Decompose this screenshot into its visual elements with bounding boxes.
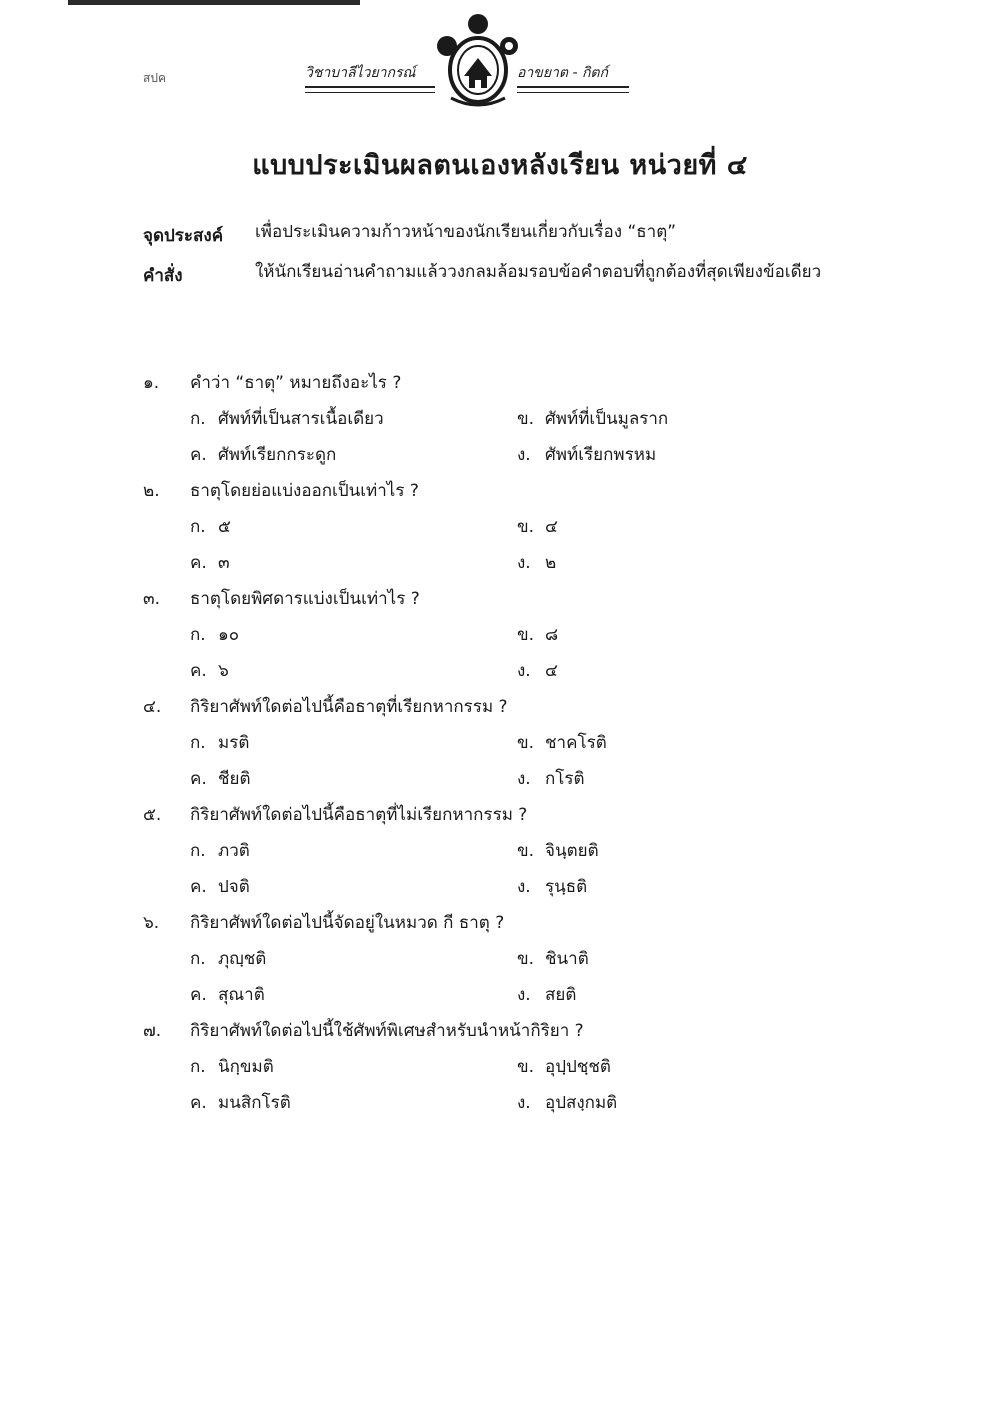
question-text: ธาตุโดยย่อแบ่งออกเป็นเท่าไร ? [190, 481, 419, 501]
option-a[interactable]: ก. ภุญฺชติ [190, 949, 267, 969]
purpose-text: เพื่อประเมินความก้าวหน้าของนักเรียนเกี่ยวกับเรื่อง “ธาตุ” [255, 222, 677, 242]
question-number: ๒. [143, 481, 160, 501]
option-row [143, 938, 843, 974]
option-d[interactable]: ง. สยติ [517, 985, 577, 1005]
page-header [0, 0, 1000, 130]
header-left [305, 62, 435, 93]
option-d[interactable]: ง. ๔ [517, 661, 558, 681]
option-row [143, 974, 843, 1010]
question-7 [143, 1010, 843, 1046]
option-row [143, 542, 843, 578]
question-6 [143, 902, 843, 938]
option-a[interactable]: ก. นิกฺขมติ [190, 1057, 274, 1077]
school-seal-icon [433, 12, 523, 112]
option-b[interactable]: ข. ๔ [517, 517, 558, 537]
option-b[interactable]: ข. จินฺตยติ [517, 841, 599, 861]
option-row [143, 1046, 843, 1082]
option-row [143, 434, 843, 470]
instruction-text: ให้นักเรียนอ่านคำถามแล้ววงกลมล้อมรอบข้อคำตอบที่ถูกต้องที่สุดเพียงข้อเดียว [255, 262, 822, 282]
option-c[interactable]: ค. มนสิกโรติ [190, 1093, 291, 1113]
option-a[interactable]: ก. ๑๐ [190, 625, 240, 645]
option-b[interactable]: ข. อุปฺปชฺชติ [517, 1057, 611, 1077]
header-subject: วิชาบาลีไวยากรณ์ [305, 65, 416, 81]
question-text: กิริยาศัพท์ใดต่อไปนี้ใช้ศัพท์พิเศษสำหรับนำหน้ากิริยา ? [190, 1021, 584, 1041]
option-a[interactable]: ก. ๕ [190, 517, 231, 537]
option-row [143, 758, 843, 794]
header-code: สปค [143, 71, 166, 85]
option-row [143, 398, 843, 434]
page-title: แบบประเมินผลตนเองหลังเรียน หน่วยที่ ๔ [252, 150, 748, 181]
question-text: กิริยาศัพท์ใดต่อไปนี้จัดอยู่ในหมวด กี ธาตุ ? [190, 913, 505, 933]
option-row [143, 722, 843, 758]
option-d[interactable]: ง. อุปสงฺกมติ [517, 1093, 618, 1113]
purpose-label: จุดประสงค์ [143, 226, 224, 246]
question-1 [143, 362, 843, 398]
option-a[interactable]: ก. ศัพท์ที่เป็นสารเนื้อเดียว [190, 409, 384, 429]
question-number: ๔. [143, 697, 162, 717]
question-5 [143, 794, 843, 830]
question-2 [143, 470, 843, 506]
question-number: ๖. [143, 913, 160, 933]
option-b[interactable]: ข. ชินาติ [517, 949, 589, 969]
option-b[interactable]: ข. ชาคโรติ [517, 733, 607, 753]
option-c[interactable]: ค. ศัพท์เรียกกระดูก [190, 445, 337, 465]
option-c[interactable]: ค. ๖ [190, 661, 229, 681]
option-row [143, 830, 843, 866]
option-b[interactable]: ข. ศัพท์ที่เป็นมูลราก [517, 409, 669, 429]
option-a[interactable]: ก. มรติ [190, 733, 250, 753]
option-a[interactable]: ก. ภวติ [190, 841, 250, 861]
question-text: คำว่า “ธาตุ” หมายถึงอะไร ? [190, 373, 402, 393]
question-text: ธาตุโดยพิศดารแบ่งเป็นเท่าไร ? [190, 589, 420, 609]
header-topic: อาขยาต - กิตก์ [517, 65, 608, 81]
option-c[interactable]: ค. ชียติ [190, 769, 251, 789]
question-number: ๗. [143, 1021, 162, 1041]
question-text: กิริยาศัพท์ใดต่อไปนี้คือธาตุที่เรียกหากรรม ? [190, 697, 508, 717]
question-4 [143, 686, 843, 722]
question-number: ๑. [143, 373, 160, 393]
option-d[interactable]: ง. รุนฺธติ [517, 877, 588, 897]
question-3 [143, 578, 843, 614]
option-d[interactable]: ง. กโรติ [517, 769, 585, 789]
option-row [143, 614, 843, 650]
option-d[interactable]: ง. ๒ [517, 553, 557, 573]
option-row [143, 650, 843, 686]
option-c[interactable]: ค. ๓ [190, 553, 230, 573]
option-row [143, 506, 843, 542]
question-number: ๕. [143, 805, 162, 825]
question-text: กิริยาศัพท์ใดต่อไปนี้คือธาตุที่ไม่เรียกหากรรม ? [190, 805, 528, 825]
option-row [143, 866, 843, 902]
header-right [517, 62, 629, 93]
instruction-label: คำสั่ง [143, 266, 183, 286]
option-b[interactable]: ข. ๘ [517, 625, 559, 645]
option-row [143, 1082, 843, 1118]
question-number: ๓. [143, 589, 161, 609]
option-c[interactable]: ค. ปจติ [190, 877, 250, 897]
question-list [143, 362, 843, 1118]
option-d[interactable]: ง. ศัพท์เรียกพรหม [517, 445, 657, 465]
option-c[interactable]: ค. สุณาติ [190, 985, 265, 1005]
